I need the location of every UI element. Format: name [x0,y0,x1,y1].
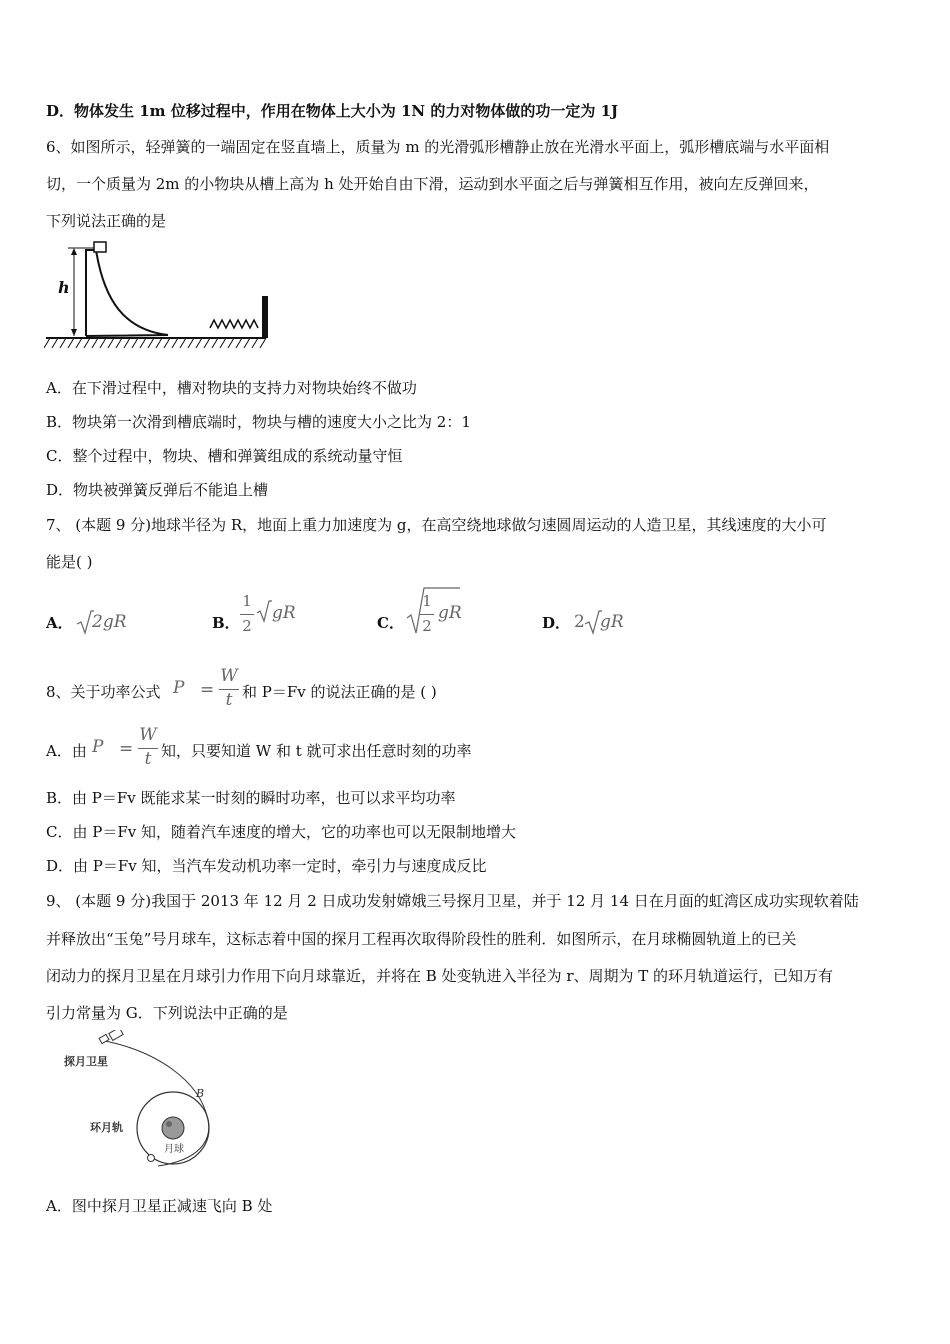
q7-option-c-label: C． [377,614,404,632]
q6-height-label: h [58,278,70,297]
q6-option-c: C．整个过程中，物块、槽和弹簧组成的系统动量守恒 [46,447,403,465]
q5-option-d: D．物体发生 1m 位移过程中，作用在物体上大小为 1N 的力对物体做的功一定为 1J [46,102,619,120]
q9-figure-satellite-label: 探月卫星 [64,1055,108,1068]
q8-formula-p: P [173,678,185,698]
q8-formula-w: W [220,666,238,686]
q6-slope-spring-figure [44,240,276,352]
q9-stem-line-1: 9、 (本题 9 分)我国于 2013 年 12 月 2 日成功发射嫦娥三号探月卫星，并于 12 月 14 日在月面的虹湾区成功实现软着陆 [46,892,859,910]
q8-option-a-prefix: A．由 [46,742,87,760]
q7-option-b-radical [256,598,272,624]
q7-option-b-label: B． [212,614,240,632]
q7-stem-line-2: 能是( ) [46,553,93,571]
q8-option-b: B．由 P＝Fv 既能求某一时刻的瞬时功率，也可以求平均功率 [46,789,456,807]
q8-option-c: C．由 P＝Fv 知，随着汽车速度的增大，它的功率也可以无限制地增大 [46,823,516,841]
q7-option-b-denominator: 2 [242,617,252,635]
q8-option-a-w: W [139,725,157,745]
q8-stem-prefix: 8、关于功率公式 [46,683,161,701]
q8-stem-suffix: 和 P＝Fv 的说法正确的是 ( ) [242,683,437,701]
q9-stem-line-2: 并释放出“玉兔”号月球车，这标志着中国的探月工程再次取得阶段性的胜利．如图所示，在月球椭圆轨道上的已关 [46,930,797,948]
q6-stem-line-2: 切，一个质量为 2m 的小物块从槽上高为 h 处开始自由下滑，运动到水平面之后与弹簧相互作用，被向左反弹回来， [46,175,819,193]
q8-option-a-p: P [92,737,104,757]
q7-option-c-fraction-bar [420,614,434,615]
q9-option-a: A．图中探月卫星正减速飞向 B 处 [46,1197,273,1215]
q6-stem-line-1: 6、如图所示，轻弹簧的一端固定在竖直墙上，质量为 m 的光滑弧形槽静止放在光滑水平面上，弧形槽底端与水平面相 [46,138,830,156]
q7-option-d-coefficient: 2 [574,612,585,632]
q9-figure-point-b-label: B [196,1087,205,1100]
q9-stem-line-3: 闭动力的探月卫星在月球引力作用下向月球靠近，并将在 B 处变轨进入半径为 r、周期为 T 的环月轨道运行，已知万有 [46,967,834,985]
q7-stem-line-1: 7、 (本题 9 分)地球半径为 R，地面上重力加速度为 g，在高空绕地球做匀速圆周运动的人造卫星，其线速度的大小可 [46,516,827,534]
q6-option-a: A．在下滑过程中，槽对物块的支持力对物块始终不做功 [46,379,417,397]
q6-option-b: B．物块第一次滑到槽底端时，物块与槽的速度大小之比为 2：1 [46,413,471,431]
q7-option-b-expr: gR [272,603,296,623]
q7-option-b-fraction-bar [240,614,254,615]
q6-stem-line-3: 下列说法正确的是 [46,212,167,230]
q8-option-a-suffix: 知，只要知道 W 和 t 就可求出任意时刻的功率 [161,742,472,760]
q7-option-c-numerator: 1 [422,592,432,610]
q8-option-a-t: t [144,749,152,769]
q7-option-d-expr: gR [600,612,624,632]
q9-figure-orbit-label: 环月轨 [90,1121,123,1134]
q7-option-d-label: D． [542,614,571,632]
q7-option-a-label: A． [46,614,73,632]
q8-formula-equals: = [200,680,215,700]
q9-stem-line-4: 引力常量为 G．下列说法中正确的是 [46,1004,288,1022]
q7-option-c-denominator: 2 [422,617,432,635]
q7-option-a-expr: 2gR [92,612,127,632]
q8-formula-t: t [225,690,233,710]
q8-option-d: D．由 P＝Fv 知，当汽车发动机功率一定时，牵引力与速度成反比 [46,857,487,875]
q8-option-a-equals: = [119,739,134,759]
q7-option-c-expr: gR [438,603,462,623]
q6-option-d: D．物块被弹簧反弹后不能追上槽 [46,481,269,499]
q7-option-b-numerator: 1 [242,592,252,610]
q9-figure-moon-label: 月球 [164,1144,184,1155]
